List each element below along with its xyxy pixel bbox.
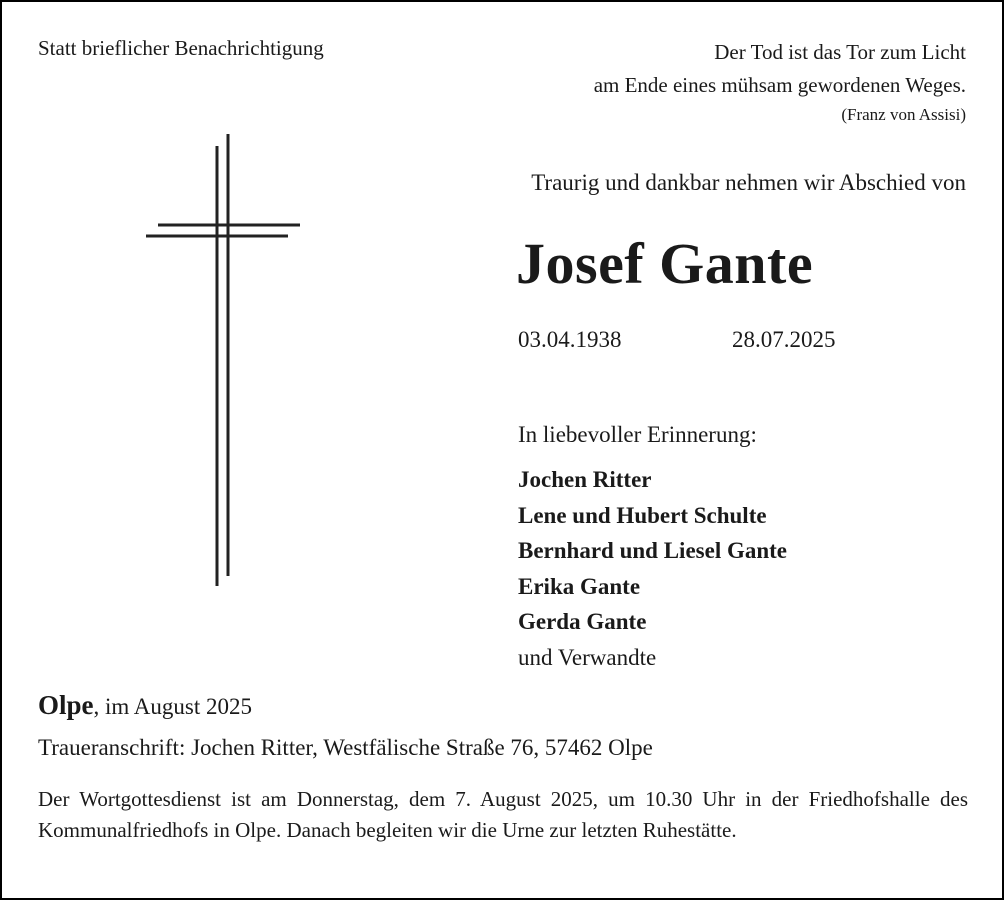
memory-label: In liebevoller Erinnerung:: [518, 422, 757, 447]
quote-line-2: am Ende eines mühsam gewordenen Weges.: [593, 73, 966, 97]
mourners-list: [518, 462, 787, 675]
mourner-name: Gerda Gante: [518, 609, 647, 634]
birth-date: 03.04.1938: [518, 327, 622, 352]
quote-attribution: (Franz von Assisi): [841, 105, 966, 124]
death-date: 28.07.2025: [732, 327, 836, 352]
mourner-name: Erika Gante: [518, 573, 641, 599]
mourner-name: Jochen Ritter: [518, 467, 652, 492]
place-date: , im August 2025: [93, 694, 252, 719]
quote-line-1: Der Tod ist das Tor zum Licht: [714, 40, 966, 64]
place-name: Olpe: [38, 690, 94, 720]
mourner-name: Bernhard und Liesel Gante: [518, 538, 788, 563]
service-info: Der Wortgottesdienst ist am Donnerstag, dem 7. August 2025, um 10.30 Uhr in der Friedhofshalle des Kommunalfriedhofs in Olpe. Danach begleiten wir die Urne zur letzten Ruhestätte.: [38, 787, 968, 842]
deceased-name: Josef Gante: [516, 231, 814, 296]
intro-text: Traurig und dankbar nehmen wir Abschied von: [531, 170, 966, 195]
notice-line: Statt brieflicher Benachrichtigung: [38, 36, 324, 60]
place-date-line: [38, 690, 252, 721]
mourning-address: Traueranschrift: Jochen Ritter, Westfälische Straße 76, 57462 Olpe: [38, 735, 653, 760]
relatives-line: und Verwandte: [518, 644, 657, 670]
cross-icon: [142, 130, 312, 600]
mourner-name: Lene und Hubert Schulte: [518, 502, 767, 528]
quote: [594, 36, 966, 128]
